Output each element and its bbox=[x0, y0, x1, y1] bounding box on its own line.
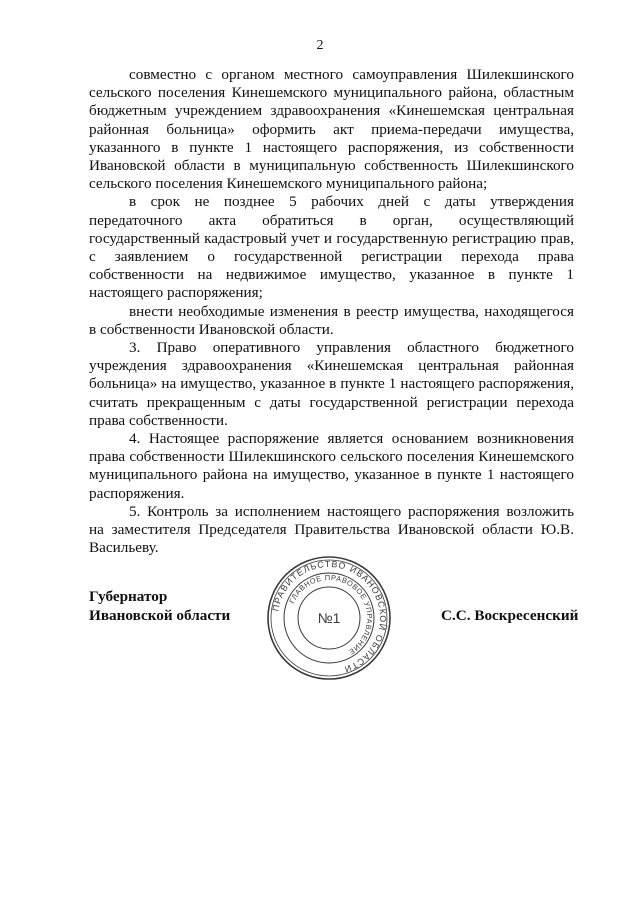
paragraph-item-5: 5. Контроль за исполнением настоящего распоряжения возложить на заместителя Председателя Правительства Ивановской области Ю.В. Васильеву. bbox=[89, 502, 574, 557]
seal-graphic bbox=[266, 555, 392, 681]
paragraph-registration-deadline: в срок не позднее 5 рабочих дней с даты утверждения передаточного акта обратиться в орган, осуществляющий государственный кадастровый учет и государственную регистрацию прав, с заявлением о государственной регистрации перехода права собственности на недвижимое имущество, указанное в пункте 1 настоящего распоряжения; bbox=[89, 193, 574, 302]
official-seal-stamp bbox=[266, 555, 392, 681]
seal-center-number: №1 bbox=[317, 610, 341, 626]
document-body bbox=[89, 66, 574, 557]
signatory-title-line-1: Губернатор bbox=[89, 588, 168, 605]
signatory-title-line-2: Ивановской области bbox=[89, 606, 231, 624]
paragraph-joint-act: совместно с органом местного самоуправления Шилекшинского сельского поселения Кинешемского муниципального района, областным бюджетным учреждением здравоохранения «Кинешемская центральная районная больница» оформить акт приема-передачи имущества, указанного в пункте 1 настоящего распоряжения, из собственности Ивановской области в муниципальную собственность Шилекшинского сельского поселения Кинешемского муниципального района; bbox=[89, 66, 574, 193]
paragraph-item-3: 3. Право оперативного управления областного бюджетного учреждения здравоохранения «Кинешемская центральная районная больница» на имущество, указанное в пункте 1 настоящего распоряжения, считать прекращенным с даты государственной регистрации перехода права собственности. bbox=[89, 339, 574, 429]
paragraph-item-4: 4. Настоящее распоряжение является основанием возникновения права собственности Шилекшинского сельского поселения Кинешемского муниципального района на имущество, указанное в пункте 1 настоящего распоряжения. bbox=[89, 430, 574, 502]
paragraph-registry-changes: внести необходимые изменения в реестр имущества, находящегося в собственности Ивановской области. bbox=[89, 302, 574, 338]
signatory-name: С.С. Воскресенский bbox=[441, 607, 579, 624]
seal-outer-text: ПРАВИТЕЛЬСТВО ИВАНОВСКОЙ ОБЛАСТИ bbox=[270, 558, 389, 675]
signatory-title bbox=[89, 588, 230, 625]
seal-inner-text: ГЛАВНОЕ ПРАВОВОЕ УПРАВЛЕНИЕ bbox=[287, 572, 375, 657]
page-number: 2 bbox=[316, 38, 324, 53]
